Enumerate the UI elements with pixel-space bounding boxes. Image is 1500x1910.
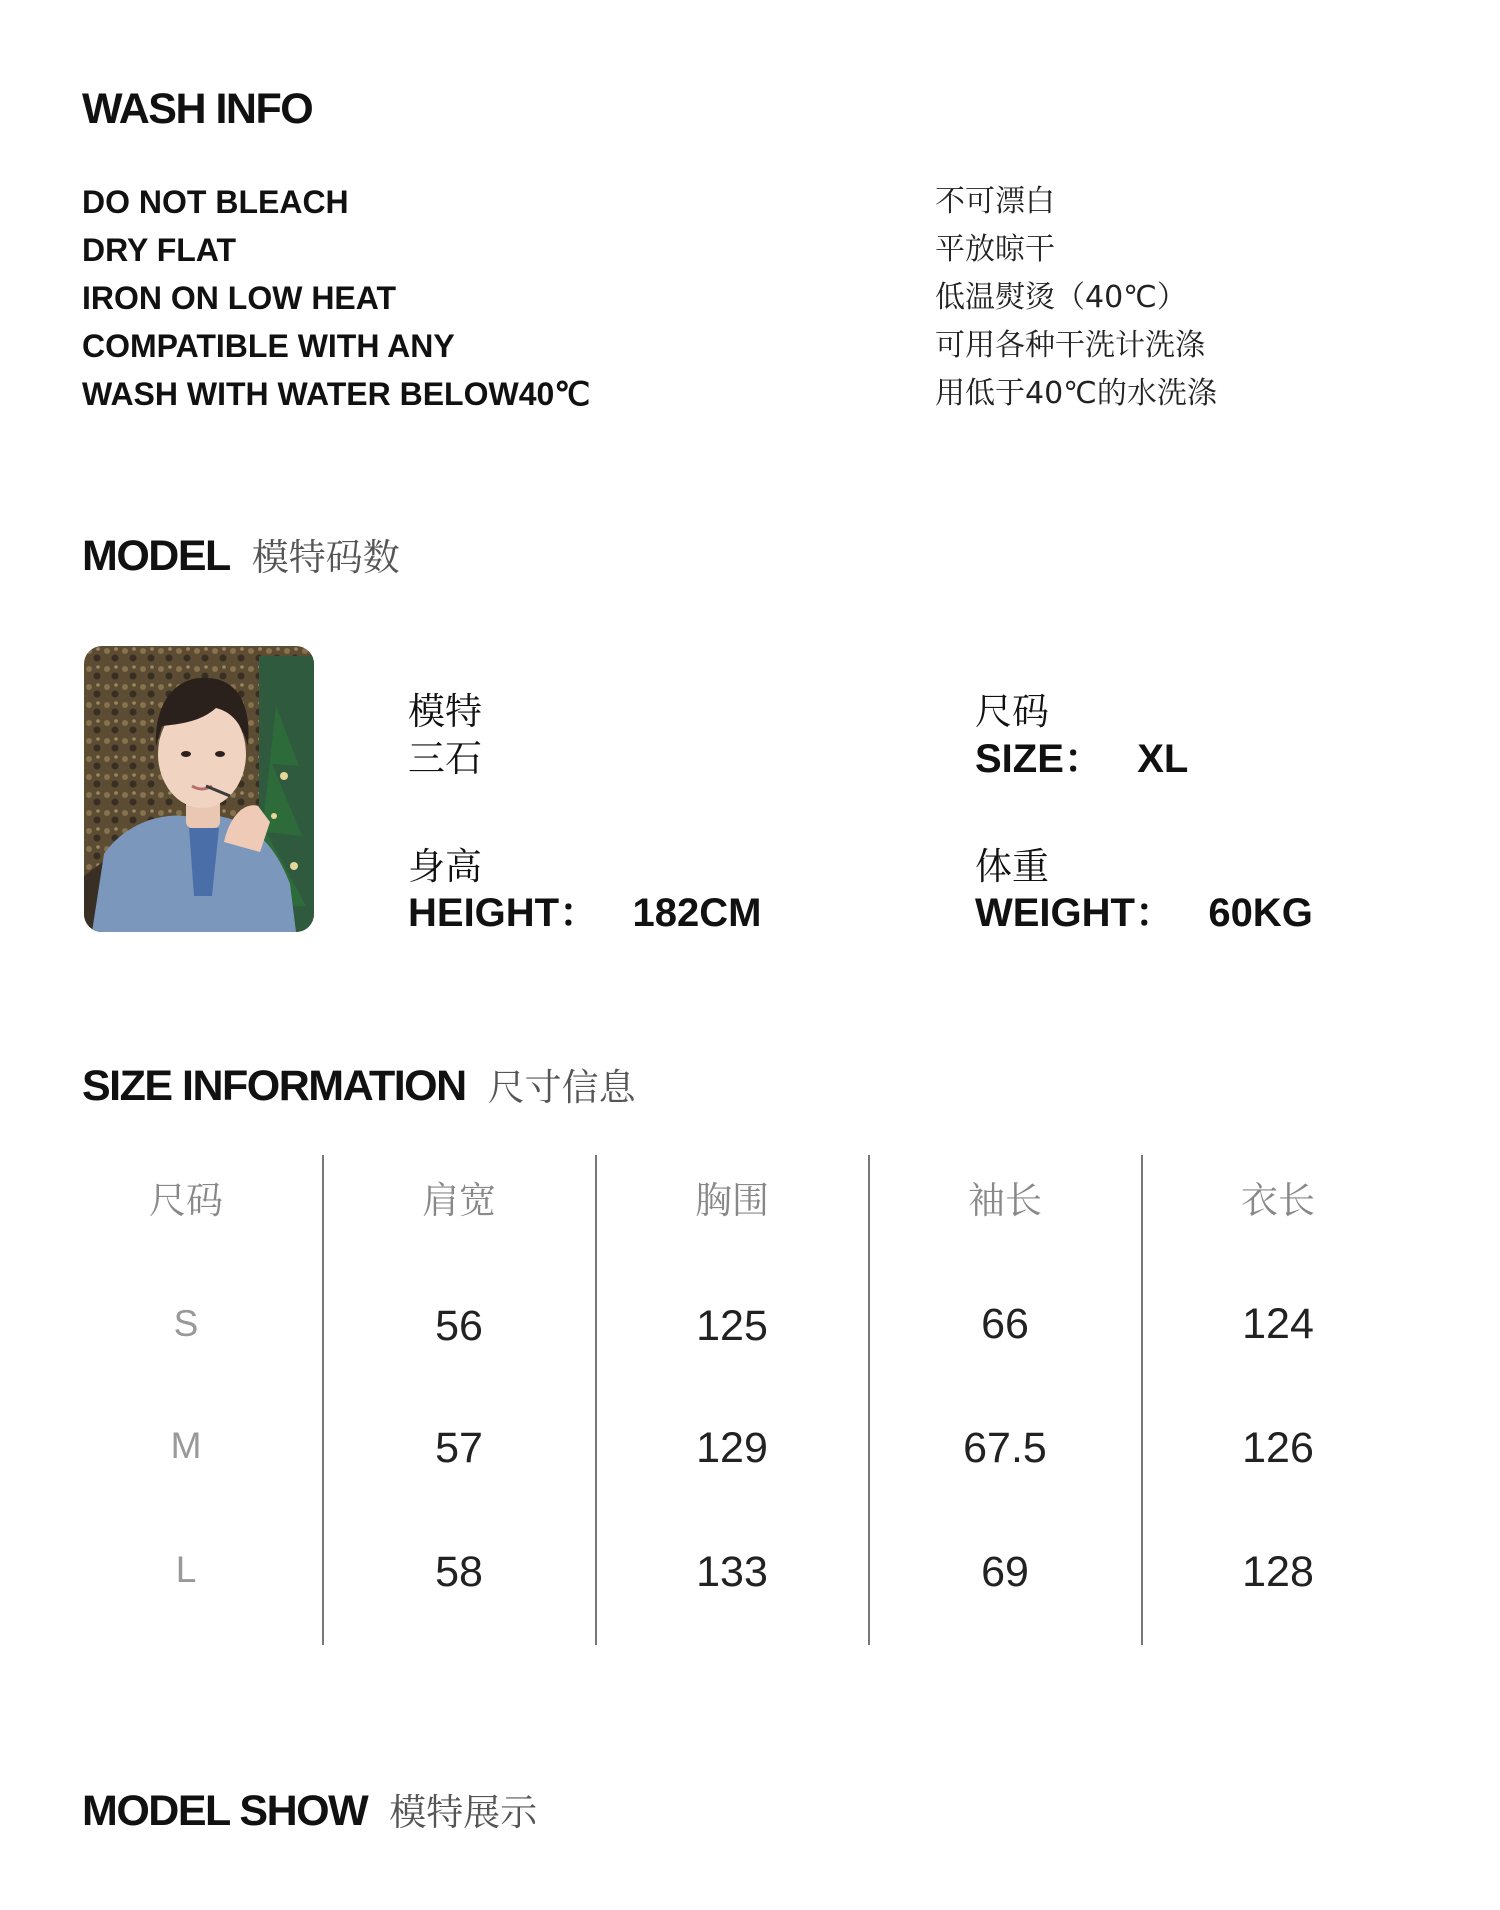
height-label: 身高 bbox=[408, 845, 482, 888]
model-show-title: MODEL SHOW bbox=[82, 1787, 368, 1835]
weight-value: WEIGHT： 60KG bbox=[975, 891, 1313, 935]
table-header-size: 尺码 bbox=[149, 1179, 223, 1222]
table-cell: 133 bbox=[696, 1548, 768, 1596]
table-cell: 129 bbox=[696, 1424, 768, 1472]
table-cell: 125 bbox=[696, 1302, 768, 1350]
height-value: HEIGHT： 182CM bbox=[408, 891, 762, 935]
wash-info-list-en bbox=[82, 178, 590, 418]
wash-item-en: DRY FLAT bbox=[82, 232, 237, 268]
table-cell-size: S bbox=[173, 1303, 199, 1344]
wash-item-cn: 用低于40℃的水洗涤 bbox=[935, 376, 1217, 411]
table-cell: 66 bbox=[981, 1300, 1029, 1348]
table-cell-size: M bbox=[170, 1425, 202, 1466]
wash-item-en: DO NOT BLEACH bbox=[82, 184, 349, 220]
wash-item-cn: 不可漂白 bbox=[935, 184, 1055, 219]
model-show-subtitle: 模特展示 bbox=[389, 1792, 538, 1833]
wash-item-en: WASH WITH WATER BELOW40℃ bbox=[82, 376, 591, 412]
size-value: SIZE： XL bbox=[975, 737, 1189, 781]
size-info-title: SIZE INFORMATION bbox=[82, 1062, 466, 1110]
size-info-section-title bbox=[82, 1062, 636, 1110]
model-subtitle: 模特码数 bbox=[251, 537, 400, 578]
size-table bbox=[50, 1155, 1370, 1645]
table-cell-size: L bbox=[175, 1549, 197, 1590]
model-name-label: 模特 bbox=[408, 690, 482, 733]
wash-info-title-text: WASH INFO bbox=[82, 85, 313, 133]
table-cell: 128 bbox=[1242, 1548, 1314, 1596]
table-cell: 126 bbox=[1242, 1424, 1314, 1472]
table-header-length: 衣长 bbox=[1241, 1179, 1315, 1222]
weight-label: 体重 bbox=[975, 845, 1049, 888]
wash-info-list-cn bbox=[935, 178, 1217, 418]
wash-item-cn: 可用各种干洗计洗涤 bbox=[935, 328, 1205, 363]
table-cell: 69 bbox=[981, 1548, 1029, 1596]
wash-info-title bbox=[82, 85, 313, 133]
table-cell: 124 bbox=[1242, 1300, 1314, 1348]
table-cell: 56 bbox=[435, 1302, 483, 1350]
model-section-title bbox=[82, 532, 400, 580]
table-header-chest: 胸围 bbox=[695, 1179, 769, 1222]
model-photo bbox=[84, 646, 314, 932]
wash-item-cn: 低温熨烫（40℃） bbox=[935, 280, 1187, 315]
table-header-shoulder: 肩宽 bbox=[422, 1179, 496, 1222]
model-title: MODEL bbox=[82, 532, 230, 580]
wash-item-en: IRON ON LOW HEAT bbox=[82, 280, 397, 316]
wash-item-cn: 平放晾干 bbox=[935, 232, 1055, 267]
size-info-subtitle: 尺寸信息 bbox=[487, 1067, 636, 1108]
wash-item-en: COMPATIBLE WITH ANY bbox=[82, 328, 455, 364]
model-name-value: 三石 bbox=[408, 737, 482, 780]
size-label: 尺码 bbox=[975, 690, 1049, 733]
table-cell: 58 bbox=[435, 1548, 483, 1596]
table-header-sleeve: 袖长 bbox=[968, 1179, 1042, 1222]
table-cell: 57 bbox=[435, 1424, 483, 1472]
model-show-section-title bbox=[82, 1787, 538, 1835]
table-cell: 67.5 bbox=[963, 1424, 1047, 1472]
